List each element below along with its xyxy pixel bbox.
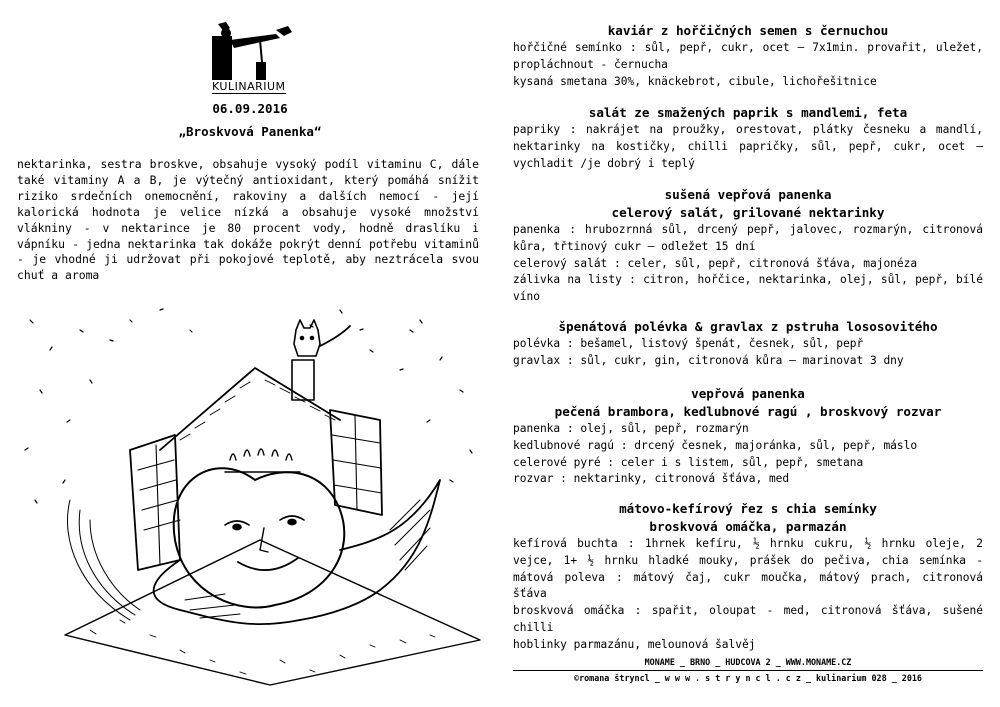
course-line: hoblinky parmazánu, melounová šalvěj bbox=[513, 637, 756, 651]
copyright-info: ©romana štryncl _ w w w . s t r y n c l . c z _ kulinarium 028 _ 2016 bbox=[574, 673, 922, 683]
left-column bbox=[0, 0, 496, 707]
course-line: kefírová buchta : 1hrnek kefíru, ½ hrnku cukru, ½ hrnku oleje, 2 vejce, 1+ ½ hrnku hladké mouky, prášek do pečiva, chia semínka - mátová poleva : mátový čaj, cukr moučka, mátový prach, citronová šťáva bbox=[513, 537, 983, 601]
course-5 bbox=[513, 385, 983, 488]
venue-info: MONAME _ BRNO _ HUDCOVA 2 _ WWW.MONAME.CZ bbox=[644, 657, 852, 667]
intro-paragraph: nektarinka, sestra broskve, obsahuje vysoký podíl vitaminu C, dále také vitaminy A a B, je výtečný antioxidant, který pomáhá snížit riziko srdečních onemocnění, rakoviny a dalších nemocí - její kalorická hodnota je velice nízká a obsahuje vysoké množství vlákniny - v nektarince je 80 procent vody, hodně draslíku i vápníku - jedna nektarinka tak dokáže pokrýt denní potřebu vitaminů - je vhodné ji udržovat při pokojové teplotě, aby neztrácela svou chuť a aroma bbox=[17, 157, 479, 283]
peach-house-illustration bbox=[10, 300, 485, 690]
footer bbox=[513, 657, 983, 684]
course-line: zálivka na listy : citron, hořčice, nektarinka, olej, sůl, pepř, bílé víno bbox=[513, 273, 983, 304]
course-line: rozvar : nektarinky, citronová šťáva, med bbox=[513, 472, 790, 486]
course-subtitle: pečená brambora, kedlubnové ragú , broskvový rozvar bbox=[554, 404, 942, 419]
course-subtitle: broskvová omáčka, parmazán bbox=[649, 519, 847, 534]
course-subtitle: celerový salát, grilované nektarinky bbox=[611, 205, 885, 220]
course-line: hořčičné semínko : sůl, pepř, cukr, ocet – 7x1min. provařit, uležet, propláchnout - černucha bbox=[513, 41, 983, 71]
course-line: celerové pyré : celer i s listem, sůl, pepř, smetana bbox=[513, 455, 864, 469]
course-2 bbox=[513, 104, 983, 172]
course-line: celerový salát : celer, sůl, pepř, citronová šťáva, majonéza bbox=[513, 256, 918, 270]
course-title: vepřová panenka bbox=[691, 386, 805, 401]
course-title: mátovo-kefírový řez s chia semínky bbox=[619, 501, 877, 516]
course-6 bbox=[513, 500, 983, 654]
course-title: špenátová polévka & gravlax z pstruha lososovitého bbox=[558, 319, 938, 334]
course-3 bbox=[513, 186, 983, 306]
course-title: salát ze smažených paprik s mandlemi, feta bbox=[588, 105, 908, 120]
course-line: panenka : olej, sůl, pepř, rozmarýn bbox=[513, 422, 749, 435]
course-line: polévka : bešamel, listový špenát, česnek, sůl, pepř bbox=[513, 337, 864, 350]
course-line: papriky : nakrájet na proužky, orestovat, plátky česneku a mandlí, nektarinky na kostičky, chilli papričky, sůl, pepř, cukr, ocet – vychladit /je dobrý i teplý bbox=[513, 123, 983, 170]
course-line: kysaná smetana 30%, knäckebrot, cibule, lichořešitnice bbox=[513, 74, 877, 88]
event-date: 06.09.2016 bbox=[212, 101, 288, 116]
course-line: panenka : hrubozrnná sůl, drcený pepř, jalovec, rozmarýn, citronová kůra, třtinový cukr – odležet 15 dní bbox=[513, 223, 983, 253]
kulinarium-logo bbox=[200, 20, 300, 104]
course-line: kedlubnové ragú : drcený česnek, majoránka, sůl, pepř, máslo bbox=[513, 438, 918, 452]
course-1 bbox=[513, 22, 983, 90]
dish-title: „Broskvová Panenka“ bbox=[178, 124, 322, 139]
course-line: broskvová omáčka : spařit, oloupat - med, citronová šťáva, sušené chilli bbox=[513, 604, 983, 634]
logo-text: KULINARIUM bbox=[212, 80, 286, 93]
course-title: kaviár z hořčičných semen s černuchou bbox=[607, 23, 889, 38]
smiling-peach-house-drawing bbox=[10, 300, 485, 690]
course-title: sušená vepřová panenka bbox=[664, 187, 832, 202]
course-4 bbox=[513, 318, 983, 370]
course-line: gravlax : sůl, cukr, gin, citronová kůra – marinovat 3 dny bbox=[513, 353, 904, 367]
footer-divider bbox=[513, 670, 983, 671]
right-column bbox=[513, 0, 983, 707]
